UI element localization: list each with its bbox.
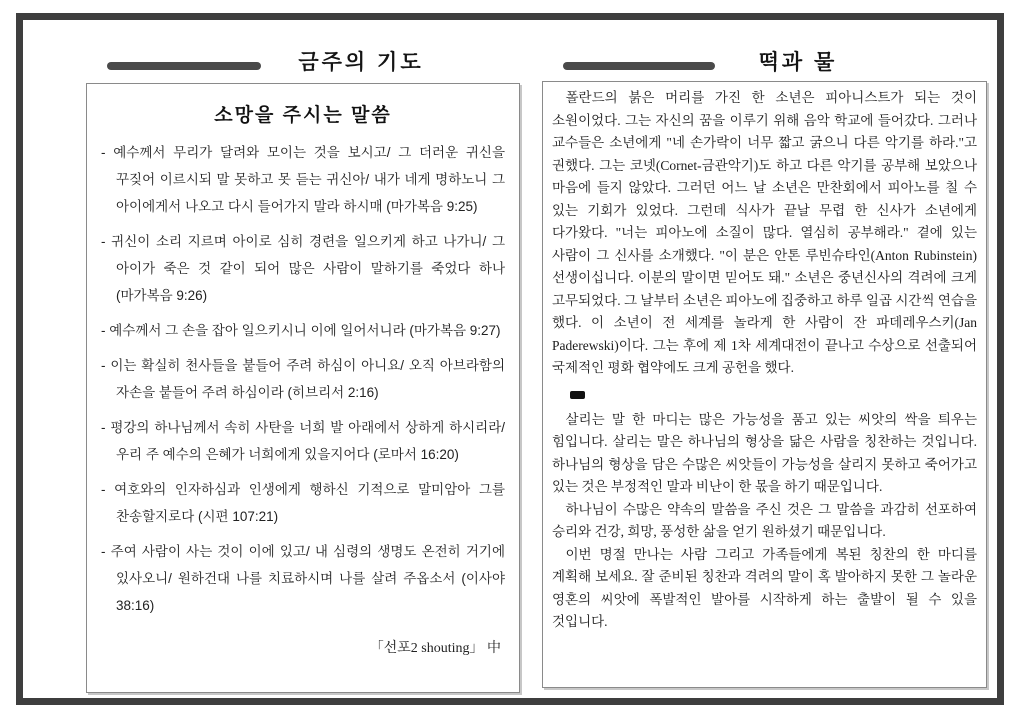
verse-item: - 예수께서 그 손을 잡아 일으키시니 이에 일어서니라 (마가복음 9:27) xyxy=(101,323,501,338)
prayer-box xyxy=(86,83,520,693)
verse-item: - 귀신이 소리 지르며 아이로 심히 경련을 일으키게 하고 나가니/ 그 아이가 죽은 것 같이 되어 많은 사람이 말하기를 죽었다 하나 (마가복음 9:26) xyxy=(101,234,505,303)
dash-divider-icon xyxy=(570,391,585,399)
page-outer-frame xyxy=(16,13,1004,705)
left-section-heading: 금주의 기도 xyxy=(298,51,424,74)
right-header-bar-icon xyxy=(563,62,715,70)
story-paragraph: 살리는 말 한 마디는 많은 가능성을 품고 있는 씨앗의 싹을 틔우는 힘입니다. 살리는 말은 하나님의 형상을 닮은 사람을 칭찬하는 것입니다. 하나님의 형상을 담은 수많은 씨앗들이 가능성을 살리지 못하고 죽어가고 있는 것은 부정적인 말과 비난이 한 몫을 하기 때문입니다. xyxy=(552,411,977,494)
story-paragraph: 폴란드의 붉은 머리를 가진 한 소년은 피아니스트가 되는 것이 소원이었다. 그는 자신의 꿈을 이루기 위해 음악 학교에 들어갔다. 그러나 교수들은 소년에게 "네 손가락이 너무 짧고 굵으니 다른 악기를 하라."고 권했다. 그는 코넷(Cornet-금관악기)도 하고 다른 악기를 공부해 보았으나 마음에 들지 않았다. 그러던 어느 날 소년은 만찬회에서 피아노를 칠 수 있는 기회가 있었다. 그런데 식사가 끝날 무렵 한 신사가 소년에게 다가왔다. "너는 피아노에 소질이 많다. 열심히 공부해라." 곁에 있는 사람이 그 신사를 소개했다. "이 분은 안톤 루빈슈타인(Anton Rubinstein) 선생이십니다. 이분의 말이면 믿어도 돼." 소년은 중년신사의 격려에 크게 고무되었다. 그 날부터 소년은 피아노에 집중하고 하루 일곱 시간씩 연습을 했다. 이 소년이 전 세계를 놀라게 한 사람이 잔 파데레우스키(Jan Paderewski)이다. 그는 후에 제 1차 세계대전이 끝나고 수상으로 선출되어 국제적인 평화 협약에도 크게 공헌을 했다. xyxy=(552,90,977,375)
prayer-box-title: 소망을 주시는 말씀 xyxy=(214,105,392,126)
verse-item: - 예수께서 무리가 달려와 모이는 것을 보시고/ 그 더러운 귀신을 꾸짖어 이르시되 말 못하고 못 듣는 귀신아/ 내가 네게 명하노니 그 아이에게서 나오고 다시 들어가지 말라 하시매 (마가복음 9:25) xyxy=(101,145,505,214)
source-citation: 「선포2 shouting」 中 xyxy=(369,641,501,656)
story-paragraph: 하나님이 수많은 약속의 말씀을 주신 것은 그 말씀을 과감히 선포하여 승리와 건강, 희망, 풍성한 삶을 얻기 원하셨기 때문입니다. xyxy=(552,501,977,539)
left-header-bar-icon xyxy=(107,62,261,70)
right-section-heading: 떡과 물 xyxy=(758,51,838,74)
story-paragraph: 이번 명절 만나는 사람 그리고 가족들에게 복된 칭찬의 한 마디를 계획해 보세요. 잘 준비된 칭찬과 격려의 말이 혹 발아하지 못한 그 놀라운 영혼의 씨앗에 폭발적인 발아를 시작하게 하는 출발이 될 수 있을 것입니다. xyxy=(552,546,977,629)
verse-item: - 평강의 하나님께서 속히 사탄을 너희 발 아래에서 상하게 하시리라/ 우리 주 예수의 은혜가 너희에게 있을지어다 (로마서 16:20) xyxy=(101,420,505,462)
verse-item: - 이는 확실히 천사들을 붙들어 주려 하심이 아니요/ 오직 아브라함의 자손을 붙들어 주려 하심이라 (히브리서 2:16) xyxy=(101,358,505,400)
story-box xyxy=(542,81,987,688)
verse-item: - 여호와의 인자하심과 인생에게 행하신 기적으로 말미암아 그를 찬송할지로다 (시편 107:21) xyxy=(101,482,505,524)
verse-item: - 주여 사람이 사는 것이 이에 있고/ 내 심령의 생명도 온전히 거기에 있사오니/ 원하건대 나를 치료하시며 나를 살려 주옵소서 (이사야 38:16) xyxy=(101,544,505,613)
